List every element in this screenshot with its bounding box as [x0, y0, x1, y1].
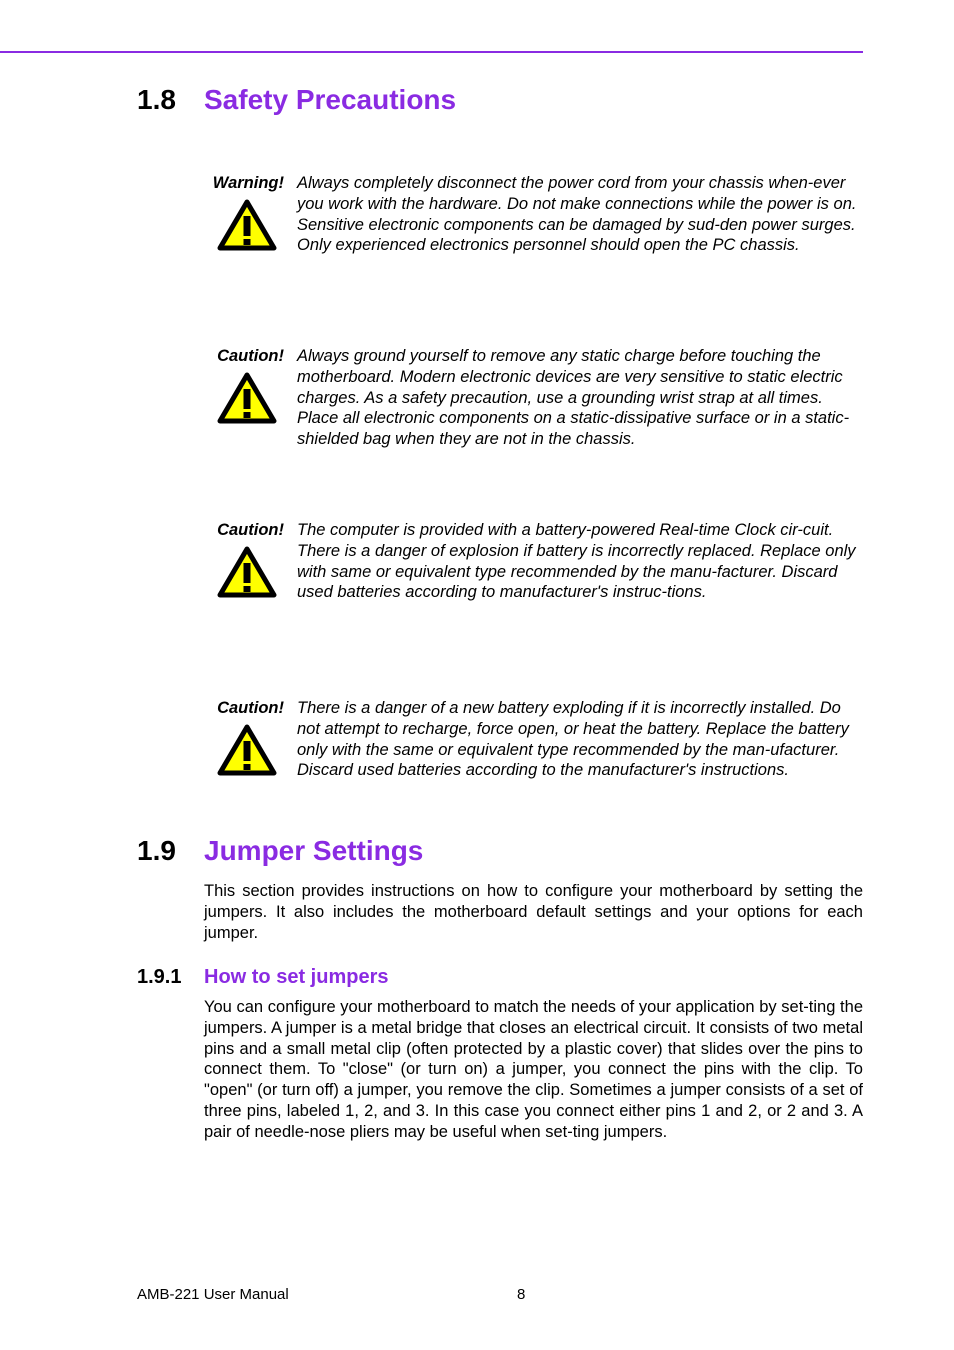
header-rule: [0, 51, 863, 53]
footer-manual-title: AMB-221 User Manual: [137, 1286, 289, 1303]
subsection-heading: [137, 965, 388, 989]
section-number: 1.9: [137, 835, 176, 866]
subsection-title: How to set jumpers: [204, 966, 389, 988]
notice-label: Caution!: [217, 347, 284, 365]
warning-triangle-icon: [217, 199, 277, 251]
warning-triangle-icon: [217, 546, 277, 598]
section-heading-jumpers: [137, 834, 423, 868]
subsection-number: 1.9.1: [137, 966, 182, 988]
notice-label: Caution!: [217, 699, 284, 717]
jumper-intro-paragraph: This section provides instructions on how to configure your motherboard by setting the jumpers. It also includes the motherboard default settings and your options for each jumper.: [204, 882, 863, 942]
notice-text: There is a danger of a new battery exploding if it is incorrectly installed. Do not attempt to recharge, force open, or heat the battery. Replace the battery only with the same or equivalent type recommended by the man-ufacturer. Discard used batteries according to the manufacturer's instructions.: [297, 699, 849, 780]
notice-text: Always ground yourself to remove any static charge before touching the motherboard. Modern electronic devices are very sensitive to static electric charges. As a safety precaution, use a grounding wrist strap at all times. Place all electronic components on a static-dissipative surface or in a static-shielded bag when they are not in the chassis.: [297, 347, 850, 449]
notice-label: Caution!: [217, 521, 284, 539]
footer-page-number: 8: [517, 1286, 526, 1303]
jumper-how-to-paragraph: You can configure your motherboard to match the needs of your application by set-ting the jumpers. A jumper is a metal bridge that closes an electrical circuit. It consists of two metal pins and a small metal clip (often protected by a plastic cover) that slides over the pins to connect them. To "close" (or turn on) a jumper, you connect the pins with the clip. To "open" (or turn off) a jumper, you remove the clip. Sometimes a jumper consists of a set of three pins, labeled 1, 2, and 3. In this case you connect either pins 1 and 2, or 2 and 3. A pair of needle-nose pliers may be useful when set-ting jumpers.: [204, 998, 863, 1141]
section-heading-safety: [137, 83, 456, 117]
notice-text: The computer is provided with a battery-powered Real-time Clock cir-cuit. There is a danger of explosion if battery is incorrectly replaced. Replace only with same or equivalent type recommended by the manu-facturer. Discard used batteries according to manufacturer's instruc-tions.: [297, 521, 856, 602]
section-title: Jumper Settings: [204, 835, 424, 866]
notice-label: Warning!: [212, 174, 284, 192]
notice-text: Always completely disconnect the power cord from your chassis when-ever you work with the hardware. Do not make connections while the power is on. Sensitive electronic components can be damaged by sud-den power surges. Only experienced electronics personnel should open the PC chassis.: [297, 174, 857, 255]
warning-triangle-icon: [217, 372, 277, 424]
warning-triangle-icon: [217, 724, 277, 776]
section-number: 1.8: [137, 84, 176, 115]
section-title: Safety Precautions: [204, 84, 457, 115]
